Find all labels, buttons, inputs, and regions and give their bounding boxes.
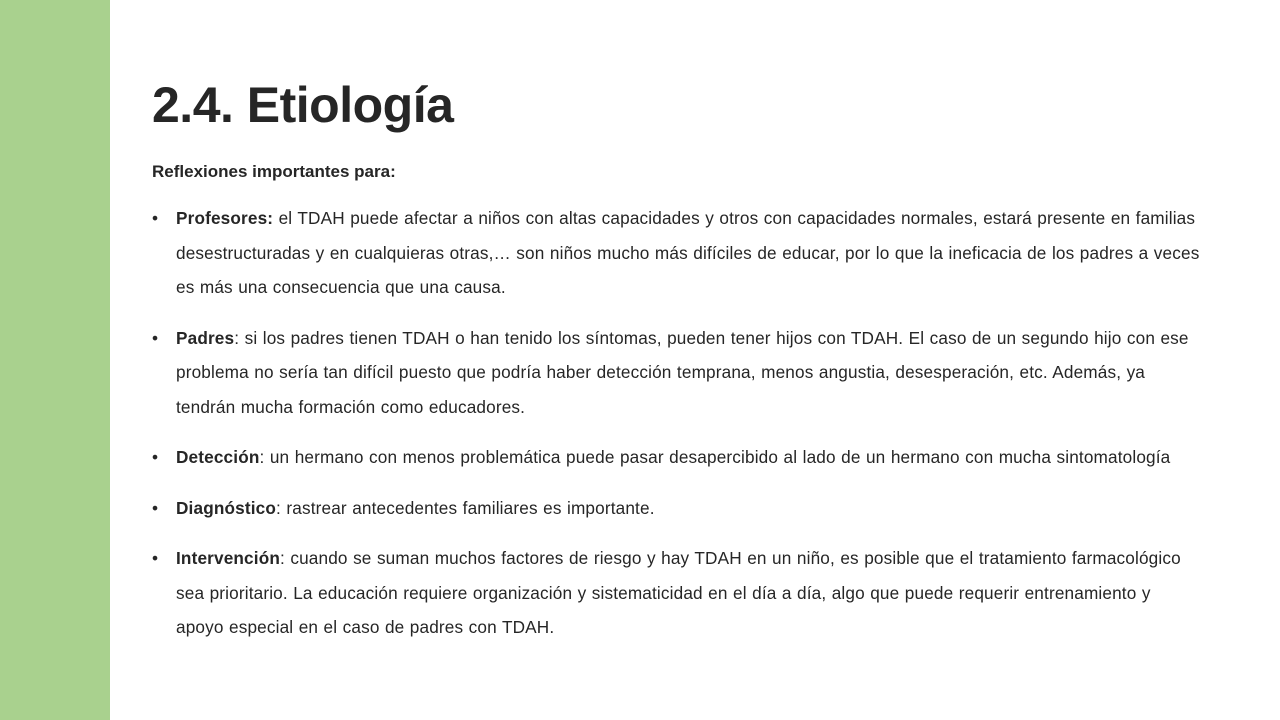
bullet-item-deteccion [152,440,1202,475]
bullet-dot-icon: • [152,548,159,568]
bullet-item-padres [152,321,1202,425]
bullet-dot-icon: • [152,327,159,348]
side-accent-bar [0,0,110,720]
bullet-text: : cuando se suman muchos factores de riesgo y hay TDAH en un niño, es posible que el tratamiento farmacológico sea prioritario. La educación requiere organización y sistematicidad en el día a día, algo que puede requerir entrenamiento y apoyo especial en el caso de padres con TDAH. [176,548,1181,637]
slide-title: 2.4. Etiología [152,77,454,133]
bullet-term: Padres [176,327,235,348]
bullet-dot-icon: • [152,208,159,228]
bullet-text: : un hermano con menos problemática puede pasar desapercibido al lado de un hermano con mucha sintomatología [259,447,1171,467]
bullet-text: el TDAH puede afectar a niños con altas capacidades y otros con capacidades normales, estará presente en familias desestructuradas y en cualquieras otras,… son niños mucho más difíciles de educar, por lo que la ineficacia de los padres a veces es más una consecuencia que una causa. [176,208,1200,297]
slide-content [152,157,1202,661]
bullet-item-profesores [152,201,1202,305]
bullet-text: : rastrear antecedentes familiares es importante. [276,497,655,518]
bullet-term: Detección [176,447,260,467]
slide-subtitle: Reflexiones importantes para: [152,162,396,181]
bullet-list [152,201,1202,645]
bullet-term: Profesores: [176,208,274,228]
bullet-term: Diagnóstico [176,497,277,518]
bullet-term: Intervención [176,548,280,568]
bullet-item-diagnostico [152,491,1202,526]
bullet-item-intervencion [152,541,1202,645]
bullet-dot-icon: • [152,497,159,518]
bullet-dot-icon: • [152,447,159,467]
bullet-text: : si los padres tienen TDAH o han tenido los síntomas, pueden tener hijos con TDAH. El caso de un segundo hijo con ese problema no sería tan difícil puesto que podría haber detección temprana, menos angustia, desesperación, etc. Además, ya tendrán mucha formación como educadores. [176,327,1189,417]
